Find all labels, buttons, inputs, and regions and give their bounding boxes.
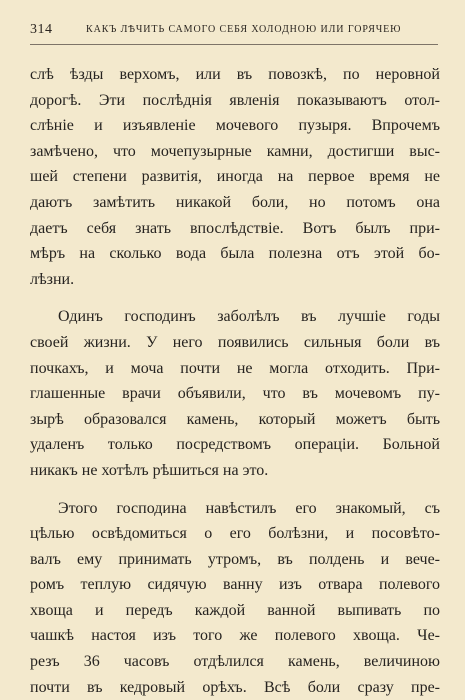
paragraph-gap: [30, 484, 440, 496]
text-line: шей степени развитія, иногда на первое время не: [30, 164, 440, 190]
text-line: почти въ кедровый орѣхъ. Всѣ боли сразу пре-: [30, 675, 440, 700]
text-line: хвоща и передъ каждой ванной выпивать по: [30, 598, 440, 624]
page-number: 314: [30, 22, 53, 38]
text-line: даетъ себя знать впослѣдствіе. Вотъ былъ при-: [30, 216, 440, 242]
text-line: чашкѣ настоя изъ того же полевого хвоща. Че-: [30, 623, 440, 649]
text-line: мѣръ на сколько вода была полезна отъ этой бо-: [30, 241, 440, 267]
text-line: даютъ замѣтить никакой боли, но потомъ она: [30, 190, 440, 216]
paragraph-gap: [30, 292, 440, 304]
paragraph: [30, 62, 440, 292]
text-line: ромъ теплую сидячую ванну изъ отвара полевого: [30, 572, 440, 598]
text-line: дорогѣ. Эти послѣднія явленія показываютъ отол-: [30, 88, 440, 114]
text-line: замѣчено, что мочепузырные камни, достигши выс-: [30, 139, 440, 165]
text-line: своей жизни. У него появились сильныя боли въ: [30, 330, 440, 356]
text-line: слѣ ѣзды верхомъ, или въ повозкѣ, по неровной: [30, 62, 440, 88]
text-line: Этого господина навѣстилъ его знакомый, съ: [30, 496, 440, 522]
text-line: удаленъ только посредствомъ операціи. Больной: [30, 432, 440, 458]
text-line: никакъ не хотѣлъ рѣшиться на это.: [30, 458, 440, 484]
text-line: резъ 36 часовъ отдѣлился камень, величиною: [30, 649, 440, 675]
header-divider: [30, 44, 438, 45]
text-line: слѣніе и изъявленіе мочевого пузыря. Впрочемъ: [30, 113, 440, 139]
body-text: [30, 62, 440, 700]
text-line: почкахъ, и моча почти не могла отходить. При-: [30, 356, 440, 382]
paragraph: [30, 496, 440, 700]
text-line: валъ ему принимать утромъ, въ полдень и вече-: [30, 547, 440, 573]
text-line: глашенные врачи объявили, что въ мочевомъ пу-: [30, 381, 440, 407]
paragraph: [30, 304, 440, 483]
text-line: зырѣ образовался камень, который можетъ быть: [30, 407, 440, 433]
text-line: Одинъ господинъ заболѣлъ въ лучшіе годы: [30, 304, 440, 330]
running-title: КАКЪ ЛѢЧИТЬ САМОГО СЕБЯ ХОЛОДНОЮ ИЛИ ГОРЯЧЕЮ: [86, 24, 401, 35]
page-header: [30, 22, 445, 40]
text-line: лѣзни.: [30, 267, 440, 293]
text-line: цѣлью освѣдомиться о его болѣзни, и посовѣто-: [30, 521, 440, 547]
